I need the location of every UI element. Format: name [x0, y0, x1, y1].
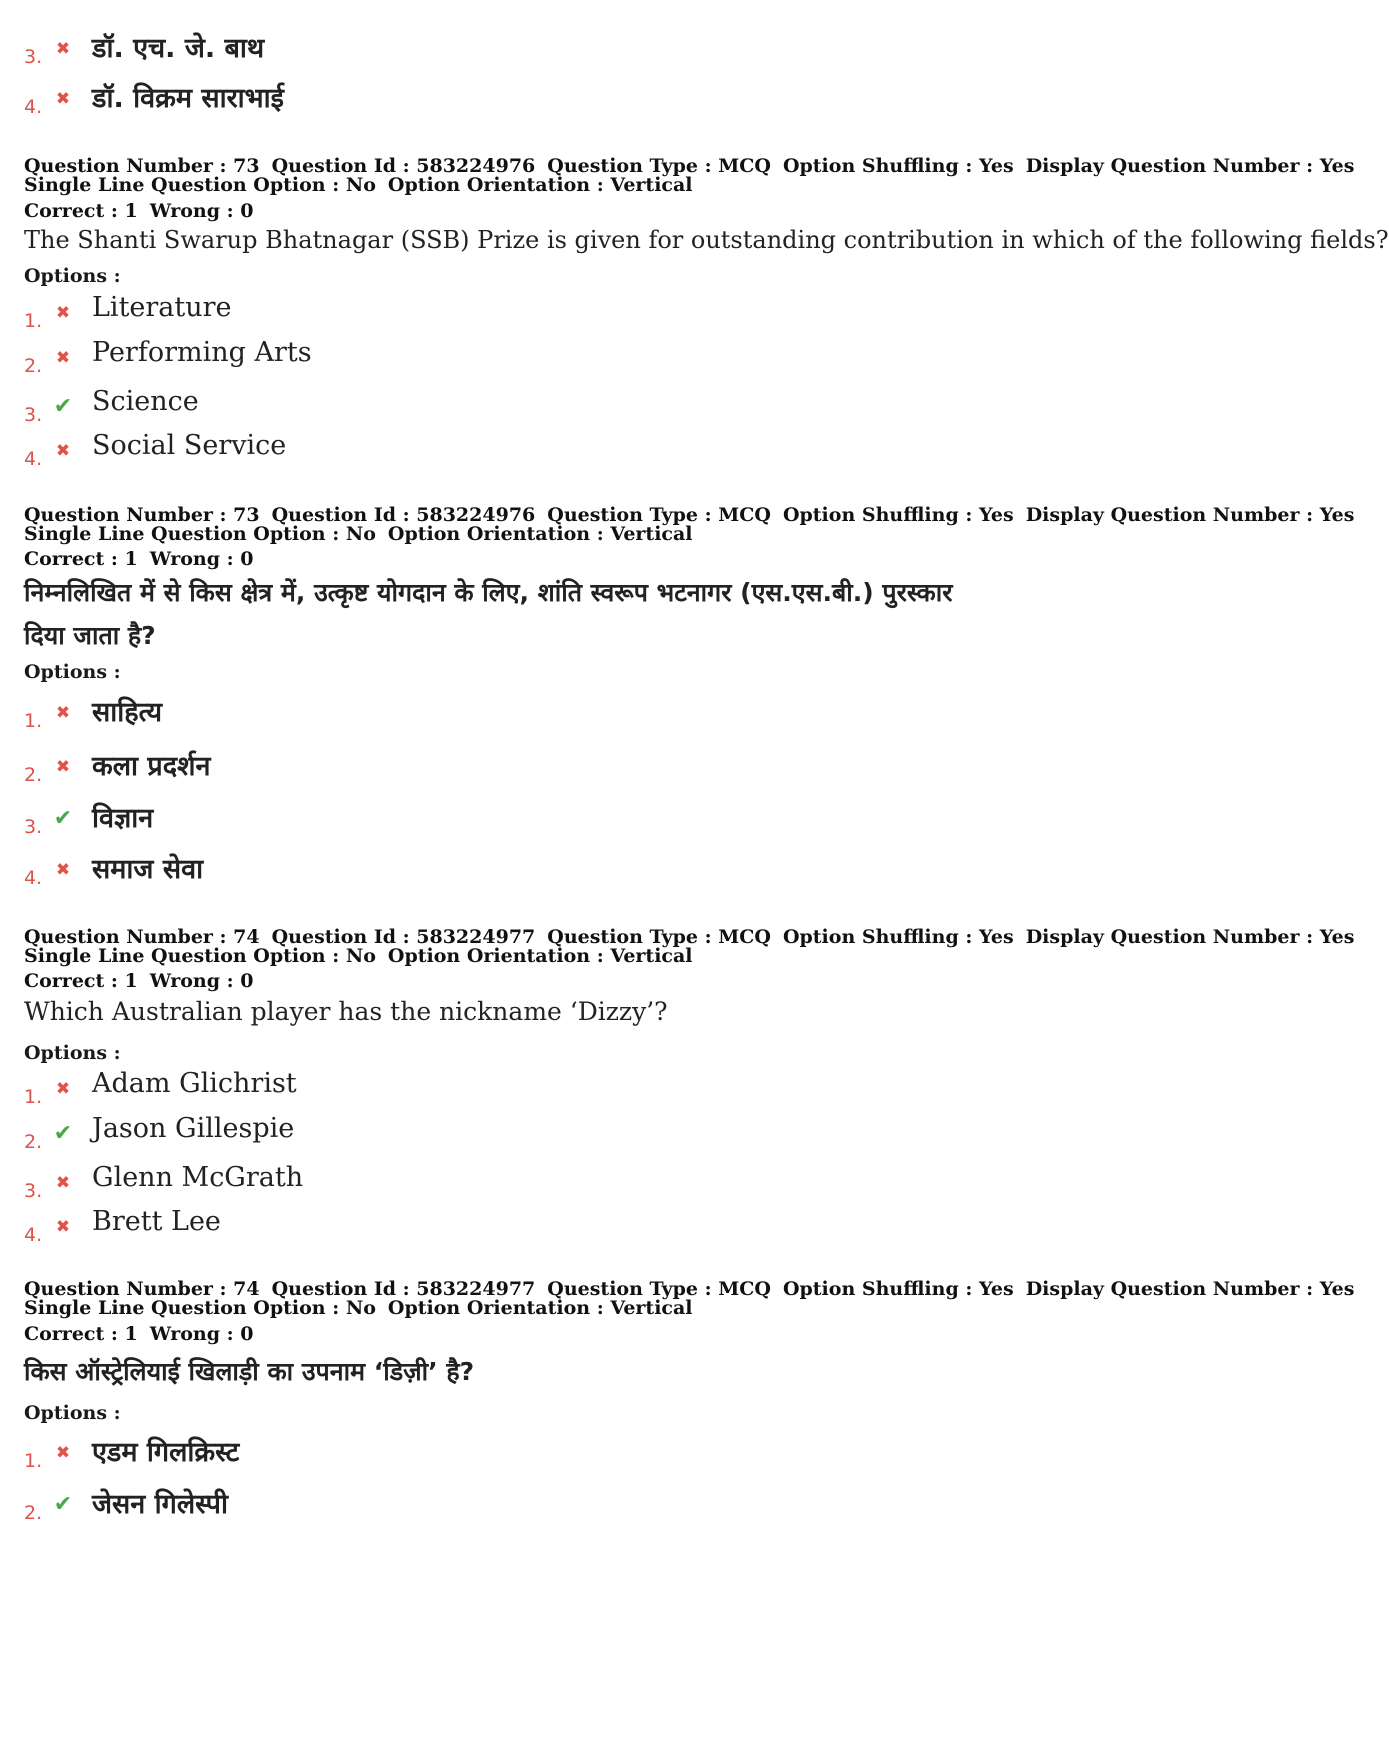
question-meta-line1: Question Number : 74 Question Id : 583224977 Question Type : MCQ Option Shuffling : Yes Display Question Number : Yes	[24, 926, 1355, 948]
cross-icon: ✖	[55, 860, 71, 880]
check-icon: ✔	[53, 1492, 73, 1517]
option-text: Adam Glichrist	[92, 1068, 297, 1099]
option-number: 2.	[24, 355, 43, 377]
option-number: 4.	[24, 96, 43, 118]
question-meta-line2: Single Line Question Option : No Option Orientation : Vertical	[24, 523, 693, 545]
options-label: Options :	[24, 661, 121, 683]
question-score: Correct : 1 Wrong : 0	[24, 970, 254, 992]
question-meta-line1: Question Number : 74 Question Id : 583224977 Question Type : MCQ Option Shuffling : Yes Display Question Number : Yes	[24, 1278, 1355, 1300]
options-label: Options :	[24, 265, 121, 287]
option-text: Literature	[92, 292, 232, 323]
option-number: 3.	[24, 1180, 43, 1202]
question-text: किस ऑस्ट्रेलियाई खिलाड़ी का उपनाम ‘डिज़ी’ है?	[24, 1357, 475, 1386]
question-meta-line2: Single Line Question Option : No Option Orientation : Vertical	[24, 945, 693, 967]
option-text: Glenn McGrath	[92, 1162, 304, 1193]
cross-icon: ✖	[55, 303, 71, 323]
cross-icon: ✖	[55, 89, 71, 109]
option-text: Social Service	[92, 430, 287, 461]
options-label: Options :	[24, 1042, 121, 1064]
option-number: 1.	[24, 710, 43, 732]
question-meta-line2: Single Line Question Option : No Option Orientation : Vertical	[24, 174, 693, 196]
option-number: 1.	[24, 1086, 43, 1108]
option-text: समाज सेवा	[92, 854, 204, 885]
option-text: Performing Arts	[92, 337, 312, 368]
option-number: 2.	[24, 1131, 43, 1153]
options-label: Options :	[24, 1402, 121, 1424]
option-text: एडम गिलक्रिस्ट	[92, 1437, 240, 1468]
option-number: 4.	[24, 448, 43, 470]
option-text: डॉ. विक्रम साराभाई	[92, 83, 284, 114]
question-score: Correct : 1 Wrong : 0	[24, 548, 254, 570]
cross-icon: ✖	[55, 1079, 71, 1099]
check-icon: ✔	[53, 1121, 73, 1146]
option-text: साहित्य	[92, 697, 163, 728]
option-number: 3.	[24, 816, 43, 838]
question-score: Correct : 1 Wrong : 0	[24, 200, 254, 222]
question-text: निम्नलिखित में से किस क्षेत्र में, उत्कृष्ट योगदान के लिए, शांति स्वरूप भटनागर (एस.एस.बी.) पुरस्कार	[24, 578, 953, 607]
option-number: 2.	[24, 764, 43, 786]
cross-icon: ✖	[55, 441, 71, 461]
cross-icon: ✖	[55, 1173, 71, 1193]
question-meta-line2: Single Line Question Option : No Option Orientation : Vertical	[24, 1297, 693, 1319]
option-text: विज्ञान	[92, 803, 154, 834]
option-number: 1.	[24, 1450, 43, 1472]
cross-icon: ✖	[55, 757, 71, 777]
option-text: डॉ. एच. जे. बाथ	[92, 33, 265, 64]
option-number: 4.	[24, 867, 43, 889]
option-text: कला प्रदर्शन	[92, 751, 211, 782]
option-text: Science	[92, 386, 199, 417]
option-text: जेसन गिलेस्पी	[92, 1489, 229, 1520]
question-meta-line1: Question Number : 73 Question Id : 583224976 Question Type : MCQ Option Shuffling : Yes Display Question Number : Yes	[24, 504, 1355, 526]
option-number: 1.	[24, 310, 43, 332]
question-text: Which Australian player has the nickname ‘Dizzy’?	[24, 997, 668, 1026]
cross-icon: ✖	[55, 1217, 71, 1237]
question-meta-line1: Question Number : 73 Question Id : 583224976 Question Type : MCQ Option Shuffling : Yes Display Question Number : Yes	[24, 155, 1355, 177]
option-number: 2.	[24, 1502, 43, 1524]
cross-icon: ✖	[55, 703, 71, 723]
question-score: Correct : 1 Wrong : 0	[24, 1323, 254, 1345]
cross-icon: ✖	[55, 348, 71, 368]
option-text: Brett Lee	[92, 1206, 221, 1237]
option-number: 3.	[24, 46, 43, 68]
cross-icon: ✖	[55, 39, 71, 59]
option-number: 4.	[24, 1224, 43, 1246]
question-text: The Shanti Swarup Bhatnagar (SSB) Prize is given for outstanding contribution in which of the following fields?	[24, 226, 1389, 254]
check-icon: ✔	[53, 394, 73, 419]
check-icon: ✔	[53, 806, 73, 831]
option-number: 3.	[24, 404, 43, 426]
cross-icon: ✖	[55, 1443, 71, 1463]
question-text: दिया जाता है?	[24, 621, 156, 650]
option-text: Jason Gillespie	[92, 1113, 295, 1144]
